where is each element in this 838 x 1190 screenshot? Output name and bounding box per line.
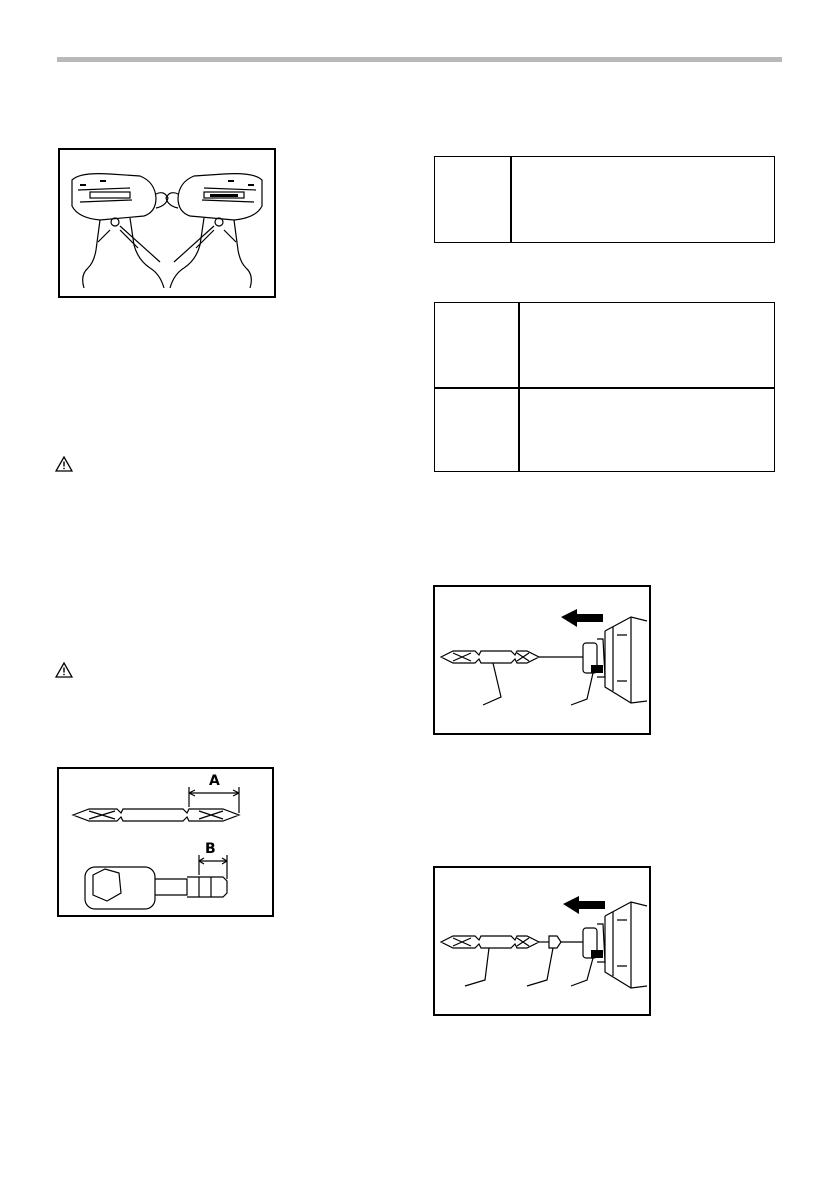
dimension-label-b: B — [205, 841, 216, 857]
warning-triangle-icon — [55, 456, 73, 472]
figure-bit-insertion — [433, 585, 651, 735]
figure-bit-dimensions — [57, 767, 274, 917]
arrow-left-icon — [563, 896, 605, 914]
figure-tool-reversing-switch — [58, 148, 276, 298]
header-rule — [57, 57, 782, 62]
arrow-left-icon — [561, 609, 603, 627]
figure-bit-insertion-with-bit-piece — [433, 866, 651, 1016]
tool-drawing — [60, 150, 274, 296]
spec-table-1 — [434, 156, 775, 243]
warning-triangle-icon — [55, 662, 73, 678]
spec-table-2 — [434, 302, 775, 472]
dimension-label-a: A — [209, 773, 220, 789]
